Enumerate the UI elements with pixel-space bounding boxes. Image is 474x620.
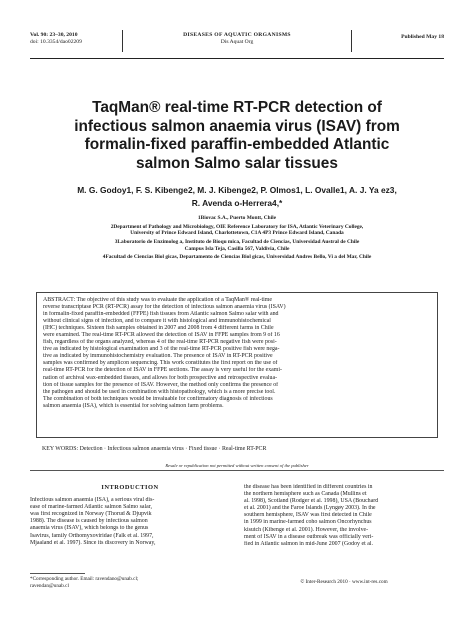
abstract-line: The combination of both techniques would be invaluable for confirmatory diagnosis of infectious — [43, 395, 273, 402]
abstract-line: nation of archival wax-embedded tissues, and allows for both prospective and retrospective evalua- — [43, 374, 278, 381]
author-list — [30, 184, 444, 209]
body-line: Isavirus, family Orthomyxoviridae (Falk et al. 1997, — [30, 532, 154, 539]
body-line: al. 1998), Scotland (Rodger et al. 1998), USA (Bouchard — [244, 498, 379, 505]
abstract-line: were examined. The real-time RT-PCR allowed the detection of ISAV in FFPE samples from 9 of 16 — [43, 332, 280, 339]
body-line: ment of ISAV in a disease outbreak was officially veri- — [244, 533, 374, 540]
abstract-line: in formalin-fixed paraffin-embedded (FFPE) fish tissues from Atlantic salmon Salmo salar with and — [43, 311, 279, 318]
body-line: fied in Atlantic salmon in mid-June 2007 (Godoy et al. — [244, 540, 373, 547]
journal-header — [30, 32, 444, 60]
affiliations — [30, 215, 444, 263]
body-line: southern hemisphere, ISAV was first detected in Chile — [244, 512, 372, 519]
copyright-notice: © Inter-Research 2010 · www.int-res.com — [300, 579, 388, 585]
header-left — [30, 32, 120, 46]
abstract-line: salmon anaemia (ISA), which is essential for solving salmon farm problems. — [43, 402, 224, 409]
reprint-notice: Resale or republication not permitted without written consent of the publisher — [165, 463, 309, 468]
abstract-line: reverse transcriptase PCR (RT-PCR) assay for the detection of infectious salmon anaemia virus (ISAV) — [43, 304, 286, 311]
body-line: in 1999 in marine-farmed coho salmon Oncorhynchus — [244, 519, 372, 526]
body-line: kisutch (Kibenge et al. 2001). However, the involve- — [244, 526, 369, 533]
paper-title — [30, 99, 444, 173]
section-rule — [30, 470, 444, 471]
abstract-line: tive as indicated by immunohistochemistry evaluation. The presence of ISAV in RT-PCR positive — [43, 353, 273, 360]
affiliation-line: 1Biovac S.A., Puerto Montt, Chile — [197, 215, 277, 221]
column-left — [30, 484, 230, 547]
body-line: anaemia virus (ISAV), which belongs to the genus — [30, 525, 149, 532]
affiliation-line: Campus Isla Teja, Casilla 567, Valdivia, Chile — [184, 245, 290, 252]
title-line: infectious salmon anaemia virus (ISAV) from — [74, 117, 400, 135]
body-line: et al. 2001) and the Faroe Islands (Lyngøy 2003). In the — [244, 505, 376, 512]
title-line: salmon Salmo salar tissues — [136, 154, 338, 172]
title-line: TaqMan® real-time RT-PCR detection of — [92, 99, 382, 116]
keywords: KEY WORDS: Detection · Infectious salmon anaemia virus · Fixed tissue · Real-time RT-PCR — [42, 446, 267, 452]
body-line: was first recognized in Norway (Thorud & Djupvik — [30, 511, 152, 518]
body-line: the disease has been identified in different countries in — [244, 484, 373, 490]
abstract-line: ABSTRACT: The objective of this study was to evaluate the application of a TaqMan® real-time — [43, 297, 272, 303]
abstract-line: without clinical signs of infection, and to compare it with histological and immunohistochemical — [43, 318, 271, 325]
footnote-rule — [30, 573, 85, 574]
published-date: Published May 18 — [401, 34, 444, 40]
body-line: the northern hemisphere such as Canada (Mullins et — [244, 491, 367, 498]
affiliation-4 — [30, 254, 444, 261]
body-line: ease of marine-farmed Atlantic salmon Salmo salar, — [30, 504, 152, 511]
corresponding-author-footnote — [30, 576, 230, 589]
affiliation-line: University of Prince Edward Island, Charlottetown, C1A 4P3 Prince Edward Island, Canada — [130, 230, 344, 237]
journal-name: DISEASES OF AQUATIC ORGANISMS — [183, 32, 291, 38]
title-line: formalin-fixed paraffin-embedded Atlantic — [84, 136, 390, 154]
abstract-line: real-time RT-PCR for the detection of ISAV in FFPE sections. The assay is very useful for the exami- — [43, 367, 282, 374]
abstract-line: (IHC) techniques. Sixteen fish samples obtained in 2007 and 2008 from 4 different farms in Chile — [43, 325, 274, 332]
header-rule — [30, 58, 444, 59]
column-right — [244, 484, 444, 548]
affiliation-3 — [30, 239, 444, 253]
abstract-box — [36, 292, 438, 438]
footnote-line: *Corresponding author. Email: ravendano@unab.cl; — [30, 576, 139, 582]
doi[interactable]: doi: 10.3354/dao02209 — [30, 39, 82, 45]
affiliation-1 — [30, 215, 444, 222]
abstract-line: fish, regardless of the organs analyzed, whereas 4 of the real-time RT-PCR negative fish were posi- — [43, 339, 277, 346]
author-line: R. Avenda o-Herrera4,* — [191, 197, 283, 208]
body-line: 1988). The disease is caused by infectious salmon — [30, 518, 148, 525]
affiliation-line: 2Department of Pathology and Microbiology, OIE Reference Laboratory for ISA, Atlantic Veterinary College, — [110, 223, 364, 230]
abstract-line: the pathogen and should be used in combination with histopathology, which is a more precise tool. — [43, 388, 276, 395]
abstract-line: tion of tissue samples for the presence of ISAV. However, the method only confirms the presence of — [43, 381, 279, 388]
author-line: M. G. Godoy1, F. S. Kibenge2, M. J. Kibenge2, P. Olmos1, L. Ovalle1, A. J. Ya ez3, — [77, 185, 397, 195]
header-center — [183, 32, 291, 46]
abstract-line: samples was confirmed by amplicon sequencing. This work constitutes the first report on the use of — [43, 360, 278, 367]
body-line: Mjaaland et al. 1997). Since its discovery in Norway, — [30, 539, 156, 546]
introduction-heading: INTRODUCTION — [101, 484, 159, 491]
affiliation-line: 4Facultad de Ciencias Biol gicas, Departamento de Ciencias Biol gicas, Universidad Andres Bello, Vi a del Mar, Chile — [102, 254, 372, 261]
abstract-line: tive as indicated by histological examination and 3 of the real-time RT-PCR positive fish were nega- — [43, 346, 280, 353]
footnote-line: ravendan@unab.cl — [30, 582, 69, 589]
body-line: Infectious salmon anaemia (ISA), a serious viral dis- — [30, 497, 155, 504]
journal-abbreviation: Dis Aquat Org — [220, 39, 254, 45]
affiliation-2 — [30, 224, 444, 238]
affiliation-line: 3Laboratorio de Enzimolog a, Instituto de Bioqu mica, Facultad de Ciencias, Universidad Austral de Chile — [114, 238, 360, 245]
volume-info: Vol. 90: 23–30, 2010 — [30, 32, 78, 38]
